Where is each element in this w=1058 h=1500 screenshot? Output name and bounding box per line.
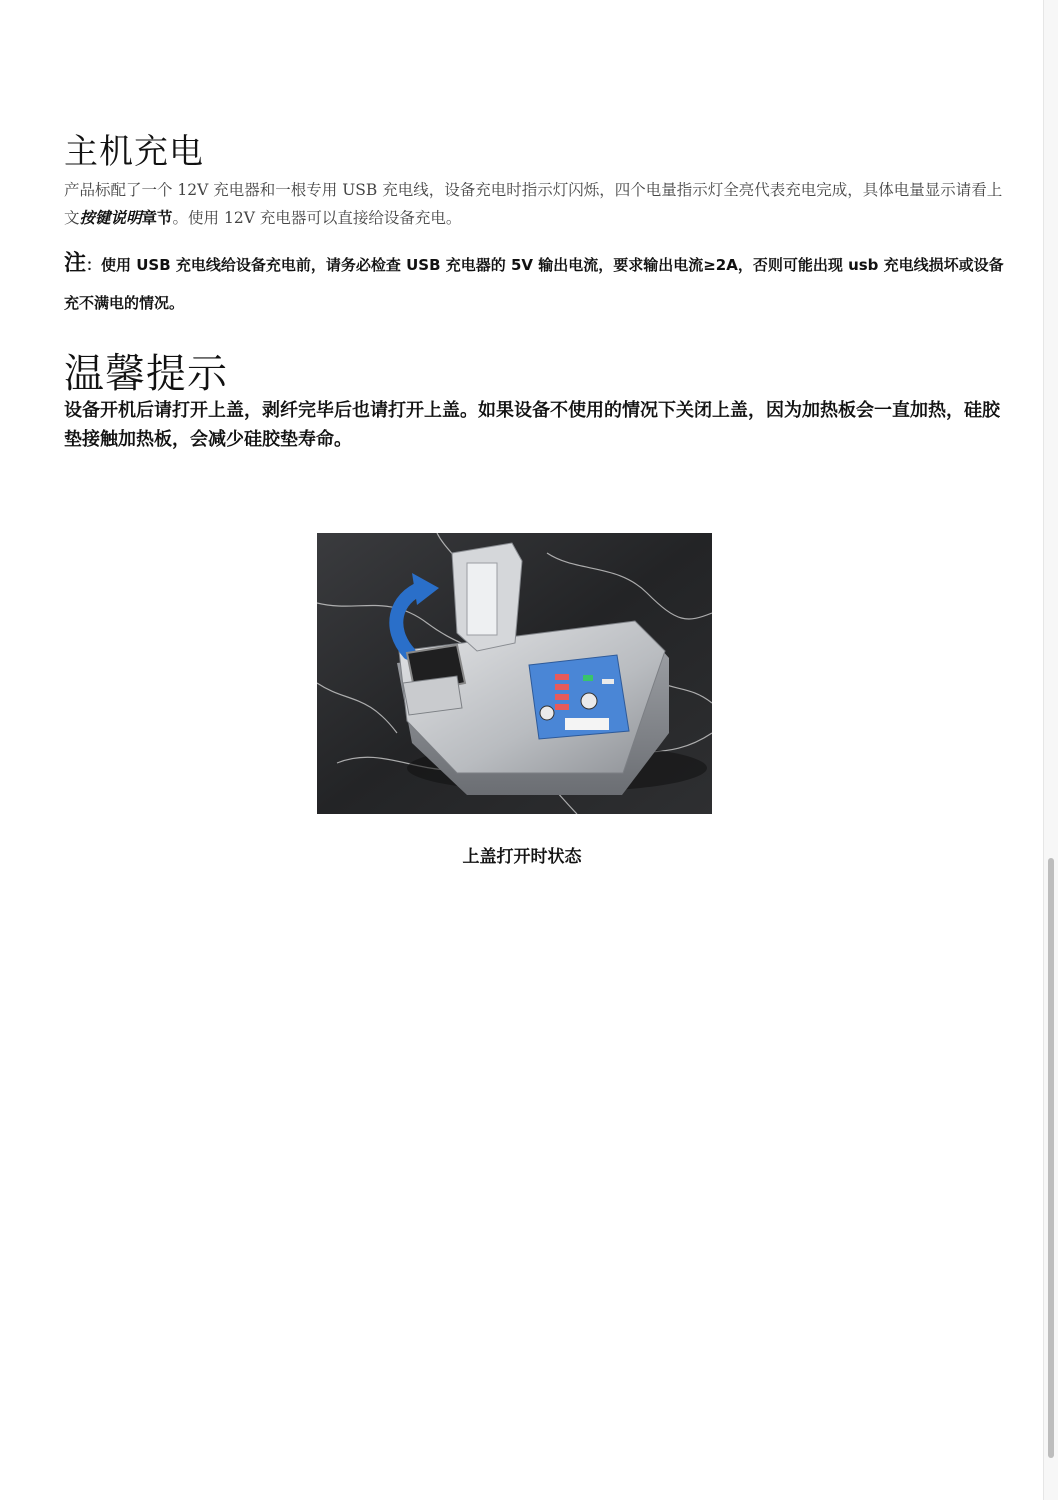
note-text: ：使用 USB 充电线给设备充电前，请务必检查 USB 充电器的 5V 输出电流，要求输出电流≥2A，否则可能出现 usb 充电线损坏或设备充不满电的情况。 bbox=[64, 256, 1004, 312]
section-title-charging: 主机充电 bbox=[64, 132, 204, 172]
scrollbar-track[interactable] bbox=[1044, 0, 1058, 1500]
note-paragraph bbox=[64, 245, 1004, 322]
section-title-tips: 温馨提示 bbox=[64, 351, 228, 397]
charging-text-emphasis2: 章节 bbox=[141, 209, 173, 227]
charging-paragraph bbox=[64, 176, 1004, 232]
charging-text-part2: 。使用 12V 充电器可以直接给设备充电。 bbox=[172, 209, 462, 227]
tips-paragraph: 设备开机后请打开上盖，剥纤完毕后也请打开上盖。如果设备不使用的情况下关闭上盖，因为加热板会一直加热，硅胶垫接触加热板，会减少硅胶垫寿命。 bbox=[64, 400, 1000, 450]
device-photo bbox=[317, 533, 712, 814]
figure-caption: 上盖打开时状态 bbox=[462, 847, 582, 867]
charging-text-emphasis: 按键说明 bbox=[79, 209, 142, 227]
scrollbar-thumb[interactable] bbox=[1048, 858, 1054, 1458]
note-label: 注 bbox=[64, 251, 87, 276]
charging-text-part1: 产品标配了一个 12V 充电器和一根专用 USB 充电线，设备充电时指示灯闪烁，四个电量指示灯全亮代表充电完成，具体电量显示请看上文 bbox=[64, 181, 1003, 227]
